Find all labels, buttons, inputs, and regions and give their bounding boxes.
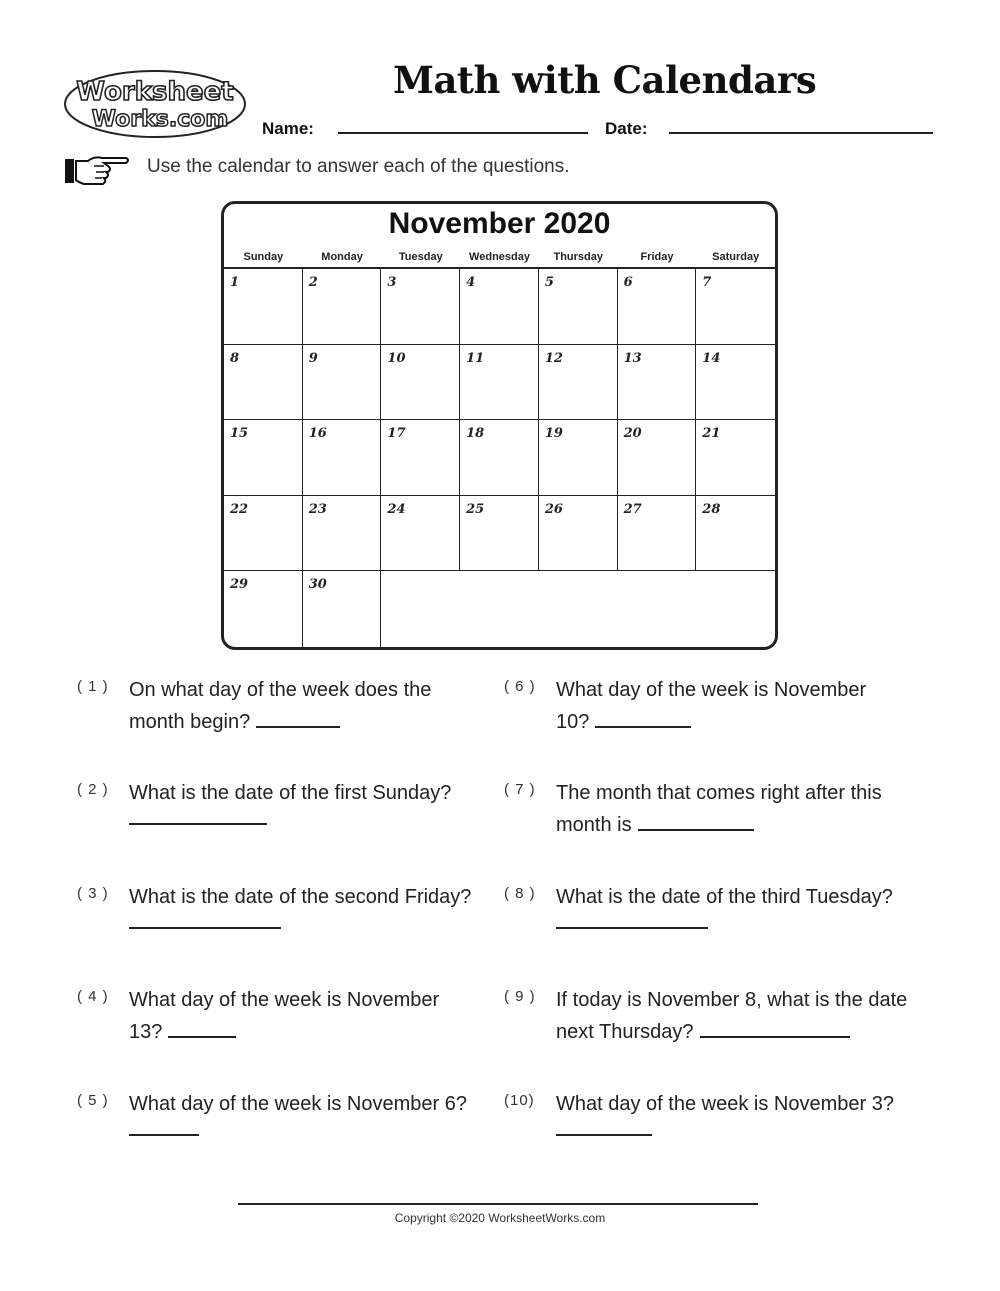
pointing-hand-icon [64, 152, 132, 190]
question-number: ( 5 ) [77, 1092, 109, 1109]
empty-cell [381, 571, 775, 647]
day-number: 25 [466, 501, 485, 517]
day-cell [303, 345, 382, 421]
day-number: 15 [230, 426, 249, 442]
question-number: ( 8 ) [504, 885, 536, 902]
question-text: What day of the week is November 10? [556, 679, 867, 733]
question-text: What is the date of the first Sunday? [129, 782, 452, 804]
day-number: 3 [387, 275, 397, 290]
day-number: 4 [466, 275, 476, 290]
day-number: 30 [308, 577, 327, 593]
day-cell [224, 496, 303, 572]
day-cell [618, 269, 697, 345]
day-cell [618, 496, 697, 572]
name-field[interactable] [338, 132, 588, 134]
answer-blank[interactable] [168, 1018, 236, 1038]
answer-blank[interactable] [700, 1018, 850, 1038]
day-cell [381, 496, 460, 572]
day-cell [381, 420, 460, 496]
weekday-thursday: Thursday [553, 251, 603, 263]
day-number: 14 [702, 350, 721, 366]
page-title: Math with Calendars [393, 58, 817, 102]
day-cell [460, 269, 539, 345]
day-cell [303, 420, 382, 496]
question-text: On what day of the week does the month begin? [129, 679, 432, 733]
day-number: 26 [544, 501, 563, 517]
day-cell [460, 420, 539, 496]
date-label: Date: [605, 119, 648, 138]
day-number: 7 [702, 275, 712, 290]
answer-blank[interactable] [556, 1134, 652, 1136]
day-number: 10 [387, 350, 406, 366]
day-number: 18 [466, 426, 485, 442]
day-number: 5 [544, 275, 554, 290]
question-number: ( 4 ) [77, 988, 109, 1005]
answer-blank[interactable] [129, 927, 281, 929]
day-cell [224, 571, 303, 647]
answer-blank[interactable] [256, 708, 340, 728]
copyright-text: Copyright ©2020 WorksheetWorks.com [394, 1211, 606, 1225]
day-cell [696, 420, 775, 496]
day-number: 21 [702, 426, 721, 442]
question-text: What is the date of the third Tuesday? [556, 886, 893, 908]
question-text: The month that comes right after this month is [556, 782, 882, 836]
day-cell [539, 269, 618, 345]
name-label: Name: [262, 119, 314, 138]
day-cell [303, 571, 382, 647]
weekday-monday: Monday [321, 251, 363, 263]
answer-blank[interactable] [129, 823, 267, 825]
question-number: ( 6 ) [504, 678, 536, 695]
answer-blank[interactable] [595, 708, 691, 728]
instructions-text: Use the calendar to answer each of the questions. [147, 156, 570, 177]
logo-text-line2: Works.com [91, 107, 229, 132]
day-number: 22 [230, 501, 249, 517]
footer-divider [238, 1203, 758, 1205]
day-cell [696, 496, 775, 572]
day-cell [303, 269, 382, 345]
calendar [221, 201, 778, 650]
question-text: What day of the week is November 13? [129, 989, 440, 1043]
day-number: 24 [387, 501, 406, 517]
answer-blank[interactable] [129, 1134, 199, 1136]
day-number: 20 [623, 426, 642, 442]
day-cell [381, 345, 460, 421]
question-number: ( 2 ) [77, 781, 109, 798]
answer-blank[interactable] [638, 811, 754, 831]
weekday-header-row [224, 251, 775, 267]
question-text: What day of the week is November 6? [129, 1093, 467, 1115]
calendar-title: November 2020 [388, 207, 611, 240]
day-cell [618, 345, 697, 421]
day-cell [618, 420, 697, 496]
day-number: 11 [466, 350, 485, 366]
question-text: What is the date of the second Friday? [129, 886, 472, 908]
question-number: ( 3 ) [77, 885, 109, 902]
day-number: 12 [544, 350, 563, 366]
day-cell [224, 420, 303, 496]
calendar-grid [224, 267, 775, 647]
day-number: 2 [308, 275, 318, 290]
day-number: 27 [623, 501, 642, 517]
weekday-tuesday: Tuesday [398, 251, 443, 263]
day-number: 1 [230, 275, 240, 290]
question-number: ( 7 ) [504, 781, 536, 798]
day-number: 28 [702, 501, 721, 517]
logo-text-line1: Worksheet [76, 77, 234, 107]
date-field[interactable] [669, 132, 933, 134]
answer-blank[interactable] [556, 927, 708, 929]
day-cell [696, 345, 775, 421]
question-text: If today is November 8, what is the date next Thursday? [556, 989, 908, 1043]
day-number: 13 [623, 350, 642, 366]
question-number: (10) [504, 1092, 535, 1109]
question-number: ( 1 ) [77, 678, 109, 695]
day-number: 19 [544, 426, 563, 442]
day-cell [696, 269, 775, 345]
worksheetworks-logo [62, 68, 248, 140]
day-cell [539, 496, 618, 572]
question-number: ( 9 ) [504, 988, 536, 1005]
day-cell [539, 345, 618, 421]
day-cell [460, 496, 539, 572]
weekday-wednesday: Wednesday [469, 251, 530, 263]
day-cell [224, 269, 303, 345]
day-number: 17 [387, 426, 406, 442]
day-number: 16 [308, 426, 327, 442]
weekday-sunday: Sunday [243, 251, 284, 263]
day-number: 6 [623, 275, 633, 290]
day-cell [381, 269, 460, 345]
weekday-friday: Friday [640, 251, 674, 263]
weekday-saturday: Saturday [712, 251, 760, 263]
day-cell [539, 420, 618, 496]
day-number: 8 [230, 350, 240, 366]
day-cell [460, 345, 539, 421]
day-cell [224, 345, 303, 421]
day-number: 9 [308, 350, 318, 366]
day-number: 23 [308, 501, 327, 517]
day-number: 29 [230, 577, 249, 593]
question-text: What day of the week is November 3? [556, 1093, 894, 1115]
day-cell [303, 496, 382, 572]
